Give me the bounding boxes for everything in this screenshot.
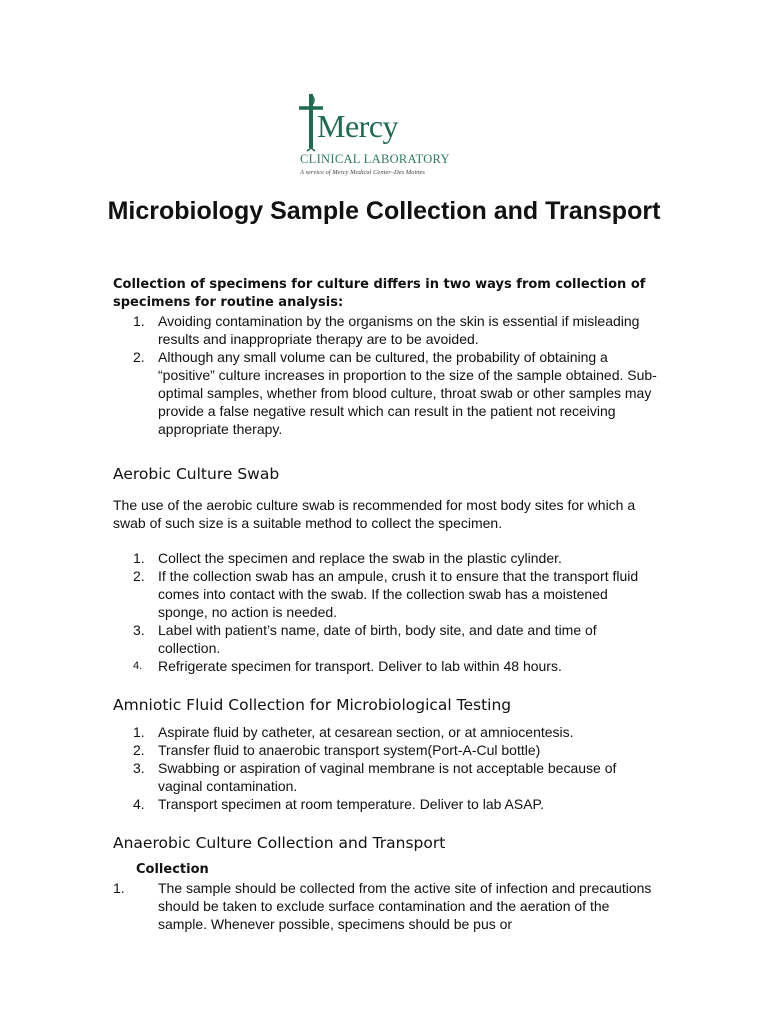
list-item-text: If the collection swab has an ampule, crush it to ensure that the transport fluid comes into contact with the swab. If the collection swab has a moistened sponge, no action is needed.	[158, 568, 639, 620]
list-item-text: Collect the specimen and replace the swab in the plastic cylinder.	[158, 550, 562, 566]
list-item	[113, 879, 658, 933]
list-number: 3.	[133, 622, 145, 638]
aerobic-list	[113, 549, 658, 675]
aerobic-paragraph: The use of the aerobic culture swab is recommended for most body sites for which a swab of such size is a suitable method to collect the specimen.	[113, 497, 636, 531]
list-item-text: The sample should be collected from the active site of infection and precautions should be taken to exclude surface contamination and the aeration of the sample. Whenever possible, specimens should be pus or	[158, 880, 652, 932]
list-item	[113, 549, 658, 567]
list-number: 3.	[133, 760, 145, 776]
subheading-collection: Collection	[136, 862, 209, 877]
list-item-text: Swabbing or aspiration of vaginal membrane is not acceptable because of vaginal contamination.	[158, 760, 617, 794]
list-item	[113, 723, 658, 741]
list-item-text: Although any small volume can be cultured, the probability of obtaining a “positive” culture increases in proportion to the size of the sample obtained. Sub-optimal samples, whether from blood culture, throat swab or other samples may provide a false negative result which can result in the patient not receiving appropriate therapy.	[158, 349, 657, 437]
mercy-logo	[295, 92, 485, 182]
list-number: 1.	[113, 880, 125, 896]
list-number: 2.	[133, 349, 145, 365]
intro-lead: Collection of specimens for culture differs in two ways from collection of specimens for routine analysis:	[113, 277, 646, 310]
list-item	[113, 312, 658, 348]
list-item-text: Label with patient’s name, date of birth, body site, and date and time of collection.	[158, 622, 597, 656]
list-number: 4.	[133, 660, 143, 672]
list-number: 1.	[133, 550, 145, 566]
list-item	[113, 741, 658, 759]
logo-subtitle: CLINICAL LABORATORY	[300, 152, 450, 166]
intro-list	[113, 312, 658, 438]
page-title: Microbiology Sample Collection and Transport	[107, 197, 661, 225]
section-heading-aerobic: Aerobic Culture Swab	[113, 465, 280, 483]
list-item	[113, 621, 658, 657]
anaerobic-list	[113, 879, 658, 933]
list-item	[113, 567, 658, 621]
list-item	[113, 759, 658, 795]
list-number: 2.	[133, 568, 145, 584]
list-item-text: Avoiding contamination by the organisms on the skin is essential if misleading results and inappropriate therapy are to be avoided.	[158, 313, 640, 347]
list-number: 2.	[133, 742, 145, 758]
list-item	[113, 795, 658, 813]
list-number: 1.	[133, 313, 145, 329]
list-number: 1.	[133, 724, 145, 740]
logo-tagline: A service of Mercy Medical Center–Des Moines	[300, 169, 425, 176]
list-number: 4.	[133, 796, 145, 812]
list-item	[113, 348, 658, 438]
list-item-text: Aspirate fluid by catheter, at cesarean section, or at amniocentesis.	[158, 724, 574, 740]
section-heading-anaerobic: Anaerobic Culture Collection and Transport	[113, 834, 446, 852]
list-item-text: Transfer fluid to anaerobic transport system(Port-A-Cul bottle)	[158, 742, 541, 758]
logo-brand: Mercy	[317, 108, 399, 144]
list-item	[113, 657, 658, 675]
section-heading-amniotic: Amniotic Fluid Collection for Microbiological Testing	[113, 696, 512, 714]
amniotic-list	[113, 723, 658, 813]
list-item-text: Transport specimen at room temperature. Deliver to lab ASAP.	[158, 796, 544, 812]
list-item-text: Refrigerate specimen for transport. Deliver to lab within 48 hours.	[158, 658, 562, 674]
document-body	[113, 276, 658, 933]
